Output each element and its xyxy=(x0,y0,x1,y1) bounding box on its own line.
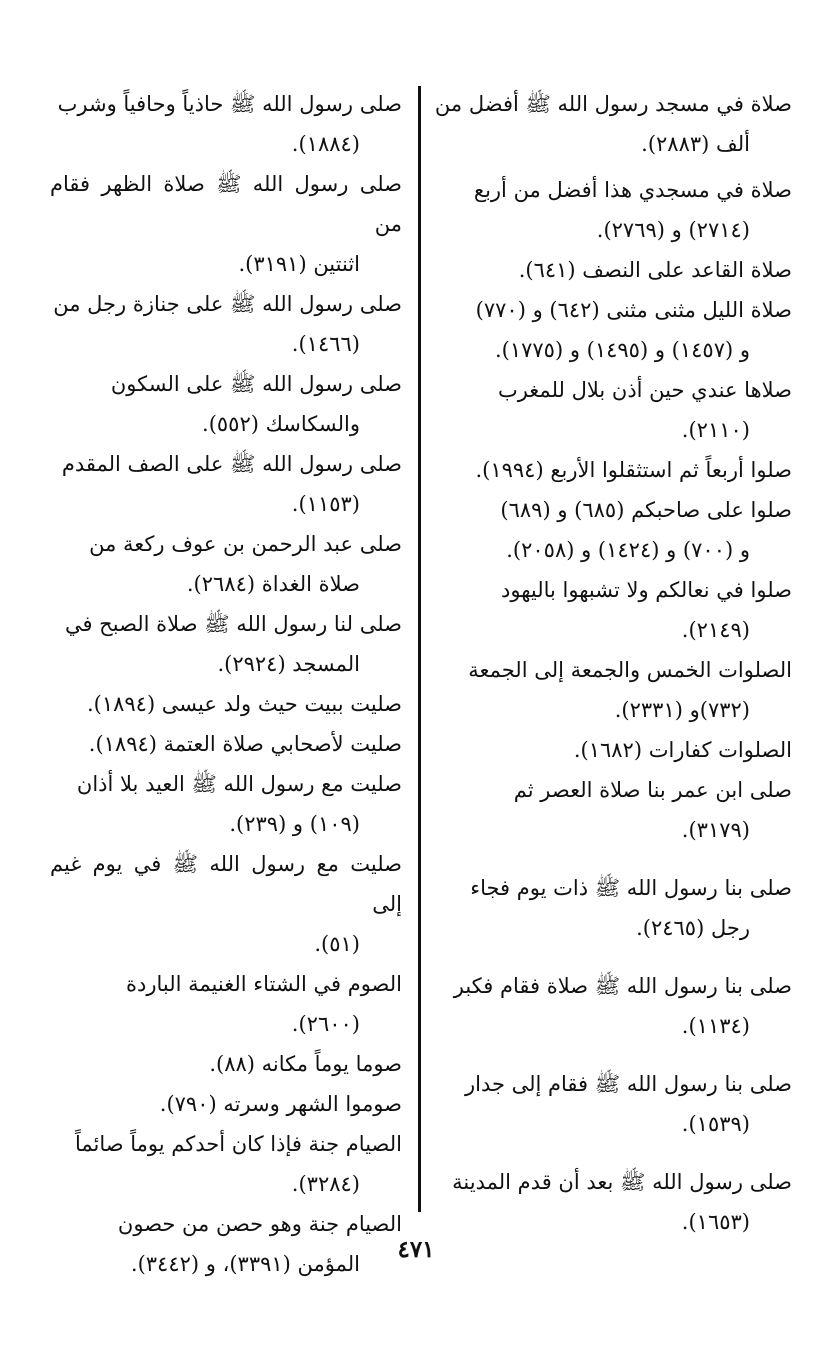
entry-reference: (١٨٨٤). xyxy=(291,132,360,156)
entry-text: صليت مع رسول الله ﷺ في يوم غيم إلى xyxy=(50,852,402,916)
entry-reference: (١١٣٤). xyxy=(681,1014,750,1038)
index-entry xyxy=(50,764,402,844)
entry-reference: (٣١٧٩). xyxy=(681,818,750,842)
entry-text: صلاة في مسجدي هذا أفضل من أربع xyxy=(473,178,792,202)
entry-reference: (١٦٥٣). xyxy=(681,1210,750,1234)
entry-text: صلى بنا رسول الله ﷺ صلاة فقام فكبر xyxy=(453,974,792,998)
entry-reference: و (١٤٥٧) و (١٤٩٥) و (١٧٧٥). xyxy=(494,338,750,362)
index-entry xyxy=(432,868,792,948)
entry-text: صلوا في نعالكم ولا تشبهوا باليهود xyxy=(501,578,792,602)
entry-text: صلاة القاعد على النصف (٦٤١). xyxy=(518,258,792,282)
entry-text: صلوا أربعاً ثم استثقلوا الأربع (١٩٩٤). xyxy=(475,458,792,482)
index-entry xyxy=(432,170,792,250)
entry-reference: ألف (٢٨٨٣). xyxy=(641,132,750,156)
entry-text: صلى بنا رسول الله ﷺ ذات يوم فجاء xyxy=(470,876,792,900)
entry-text: صلاة في مسجد رسول الله ﷺ أفضل من xyxy=(434,92,792,116)
entry-reference: المسجد (٢٩٢٤). xyxy=(217,652,360,676)
entry-text: الصيام جنة فإذا كان أحدكم يوماً صائماً xyxy=(74,1132,402,1156)
page-number: ٤٧١ xyxy=(397,1236,435,1263)
entry-reference: المؤمن (٣٣٩١)، و (٣٤٤٢). xyxy=(130,1252,360,1276)
entry-reference: رجل (٢٤٦٥). xyxy=(636,916,750,940)
entry-reference: (٢٧١٤) و (٢٧٦٩). xyxy=(596,218,750,242)
entry-reference: (٣٢٨٤). xyxy=(291,1172,360,1196)
entry-text: صليت لأصحابي صلاة العتمة (١٨٩٤). xyxy=(88,732,402,756)
entry-text: صلى ابن عمر بنا صلاة العصر ثم xyxy=(513,778,792,802)
entry-text: الصلوات الخمس والجمعة إلى الجمعة xyxy=(468,658,792,682)
entry-text: الصيام جنة وهو حصن من حصون xyxy=(117,1212,402,1236)
index-entry xyxy=(432,770,792,850)
index-entry xyxy=(50,604,402,684)
index-entry xyxy=(432,650,792,730)
entry-text: صوموا الشهر وسرته (٧٩٠). xyxy=(159,1092,402,1116)
index-entry xyxy=(50,844,402,964)
entry-text: صلى رسول الله ﷺ حاذياً وحافياً وشرب xyxy=(57,92,402,116)
index-entry xyxy=(432,1162,792,1242)
entry-text: صلى رسول الله ﷺ بعد أن قدم المدينة xyxy=(452,1170,792,1194)
entry-reference: (٢٦٠٠). xyxy=(291,1012,360,1036)
index-entry xyxy=(50,524,402,604)
entry-text: صليت ببيت حيث ولد عيسى (١٨٩٤). xyxy=(86,692,402,716)
index-entry xyxy=(50,1044,402,1084)
entry-reference: (١٥٣٩). xyxy=(681,1112,750,1136)
index-entry xyxy=(50,724,402,764)
entry-reference: صلاة الغداة (٢٦٨٤). xyxy=(186,572,360,596)
index-entry xyxy=(432,450,792,490)
index-entry xyxy=(432,730,792,770)
right-column xyxy=(432,84,792,1242)
index-entry xyxy=(432,84,792,164)
entry-text: صلى رسول الله ﷺ على الصف المقدم xyxy=(61,452,402,476)
index-entry xyxy=(432,490,792,570)
entry-reference: (٧٣٢)و (٢٣٣١). xyxy=(614,698,750,722)
left-column xyxy=(50,84,402,1284)
index-entry xyxy=(50,964,402,1044)
entry-text: الصوم في الشتاء الغنيمة الباردة xyxy=(125,972,402,996)
index-entry xyxy=(50,284,402,364)
entry-text: صلاها عندي حين أذن بلال للمغرب xyxy=(497,378,792,402)
index-entry xyxy=(432,290,792,370)
entry-text: صلى لنا رسول الله ﷺ صلاة الصبح في xyxy=(64,612,402,636)
entry-text: صلى رسول الله ﷺ على جنازة رجل من xyxy=(53,292,402,316)
entry-reference: (١١٥٣). xyxy=(291,492,360,516)
entry-reference: (٥١). xyxy=(314,932,360,956)
entry-reference: و (٧٠٠) و (١٤٢٤) و (٢٠٥٨). xyxy=(506,538,750,562)
index-entry xyxy=(50,444,402,524)
entry-reference: (٢١٤٩). xyxy=(681,618,750,642)
index-entry xyxy=(50,364,402,444)
entry-text: صوما يوماً مكانه (٨٨). xyxy=(209,1052,402,1076)
index-entry xyxy=(50,1124,402,1204)
entry-text: صلوا على صاحبكم (٦٨٥) و (٦٨٩) xyxy=(500,498,792,522)
index-entry xyxy=(432,966,792,1046)
index-entry xyxy=(432,1064,792,1144)
entry-reference: (١٠٩) و (٢٣٩). xyxy=(229,812,360,836)
column-divider xyxy=(418,86,421,1212)
index-entry xyxy=(432,570,792,650)
entry-text: صلاة الليل مثنى مثنى (٦٤٢) و (٧٧٠) xyxy=(475,298,792,322)
index-entry xyxy=(432,250,792,290)
entry-reference: اثنتين (٣١٩١). xyxy=(238,252,360,276)
index-entry xyxy=(50,1084,402,1124)
entry-text: صلى عبد الرحمن بن عوف ركعة من xyxy=(89,532,402,556)
entry-reference: والسكاسك (٥٥٢). xyxy=(202,412,360,436)
index-entry xyxy=(50,84,402,164)
entry-text: صلى بنا رسول الله ﷺ فقام إلى جدار xyxy=(464,1072,792,1096)
index-entry xyxy=(50,684,402,724)
index-entry xyxy=(50,164,402,284)
entry-reference: (١٤٦٦). xyxy=(291,332,360,356)
entry-text: صلى رسول الله ﷺ صلاة الظهر فقام من xyxy=(50,172,402,236)
entry-text: صليت مع رسول الله ﷺ العيد بلا أذان xyxy=(76,772,402,796)
index-entry xyxy=(432,370,792,450)
entry-text: صلى رسول الله ﷺ على السكون xyxy=(110,372,402,396)
entry-text: الصلوات كفارات (١٦٨٢). xyxy=(573,738,792,762)
entry-reference: (٢١١٠). xyxy=(681,418,750,442)
